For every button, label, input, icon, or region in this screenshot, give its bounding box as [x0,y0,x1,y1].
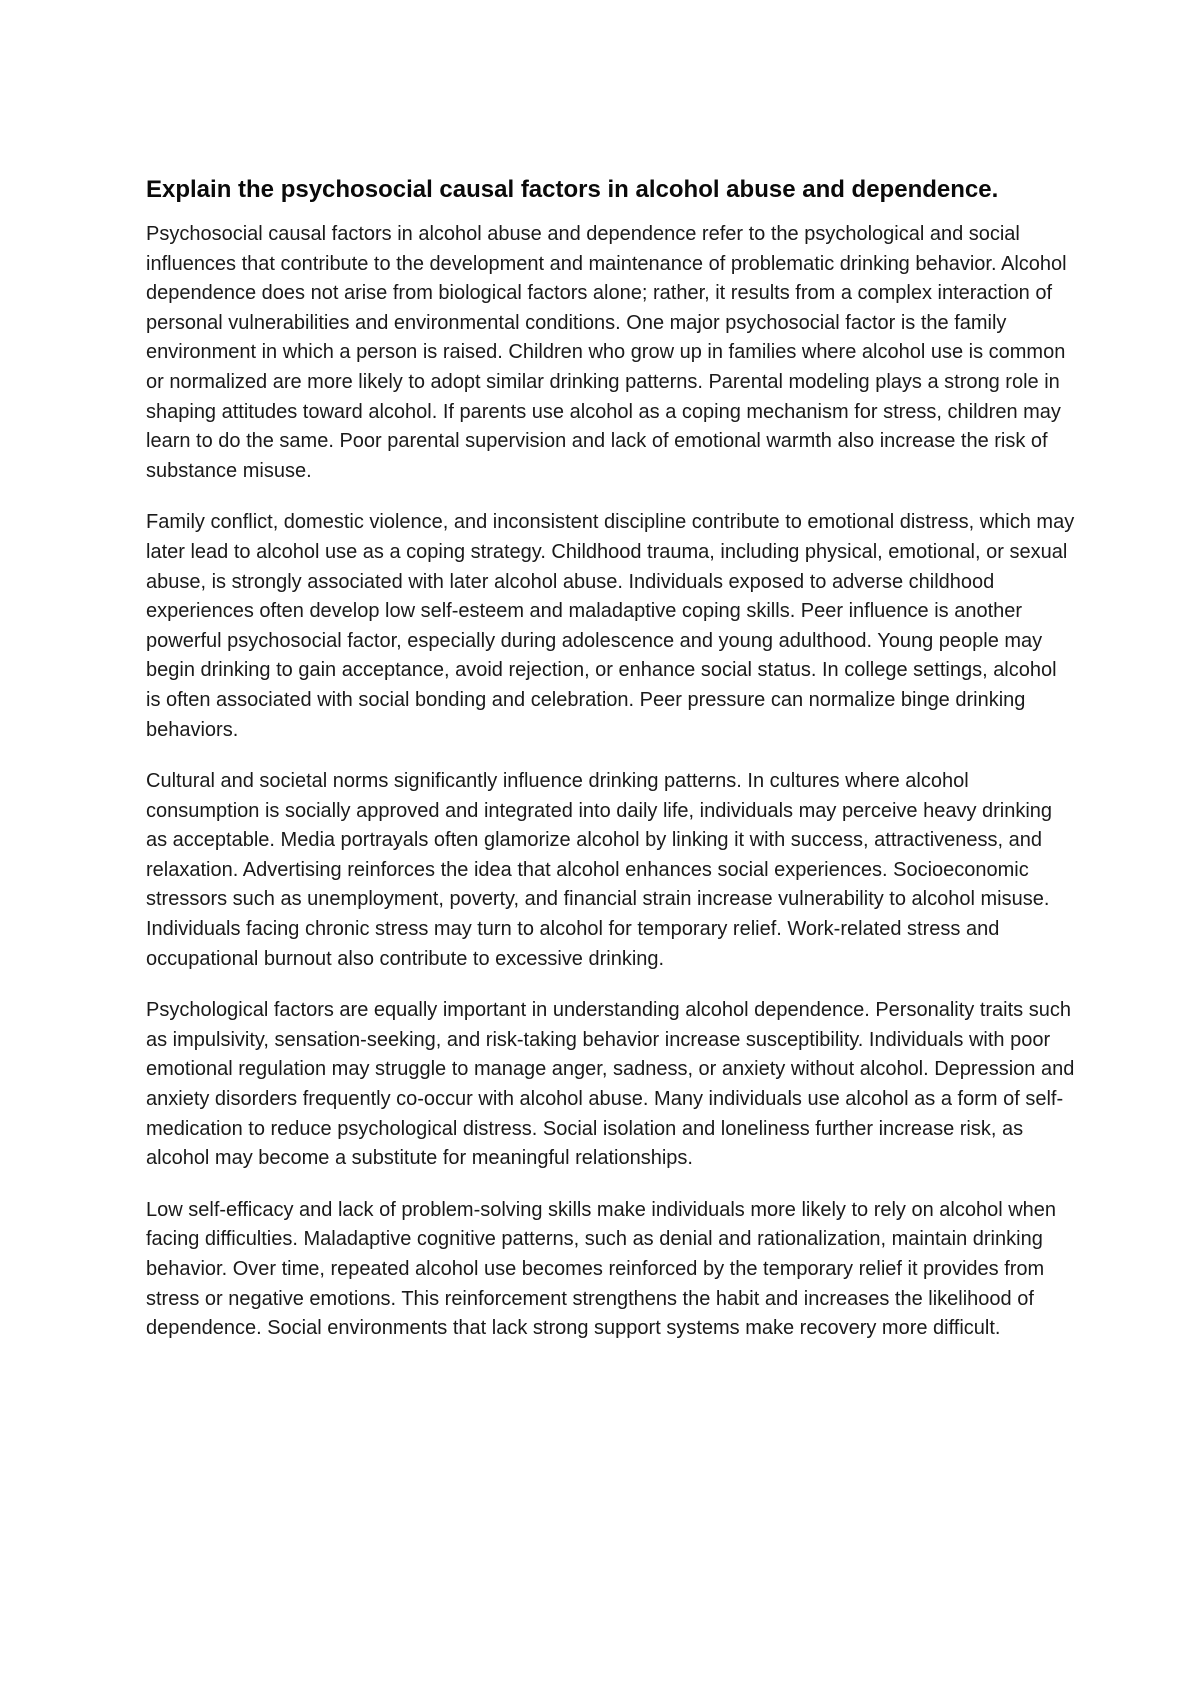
paragraph-4: Psychological factors are equally important in understanding alcohol dependence. Personality traits such as impulsivity, sensation-seeking, and risk-taking behavior increase susceptibility. Individuals with poor emotional regulation may struggle to manage anger, sadness, or anxiety without alcohol. Depression and anxiety disorders frequently co-occur with alcohol abuse. Many individuals use alcohol as a form of self-medication to reduce psychological distress. Social isolation and loneliness further increase risk, as alcohol may become a substitute for meaningful relationships. [146,999,1075,1170]
document-title: Explain the psychosocial causal factors in alcohol abuse and dependence. [146,176,999,203]
paragraph-3: Cultural and societal norms significantly influence drinking patterns. In cultures where alcohol consumption is socially approved and integrated into daily life, individuals may perceive heavy drinking as acceptable. Media portrayals often glamorize alcohol by linking it with success, attractiveness, and relaxation. Advertising reinforces the idea that alcohol enhances social experiences. Socioeconomic stressors such as unemployment, poverty, and financial strain increase vulnerability to alcohol misuse. Individuals facing chronic stress may turn to alcohol for temporary relief. Work-related stress and occupational burnout also contribute to excessive drinking. [146,770,1053,970]
paragraph-2: Family conflict, domestic violence, and inconsistent discipline contribute to emotional distress, which may later lead to alcohol use as a coping strategy. Childhood trauma, including physical, emotional, or sexual abuse, is strongly associated with later alcohol abuse. Individuals exposed to adverse childhood experiences often develop low self-esteem and maladaptive coping skills. Peer influence is another powerful psychosocial factor, especially during adolescence and young adulthood. Young people may begin drinking to gain acceptance, avoid rejection, or enhance social status. In college settings, alcohol is often associated with social bonding and celebration. Peer pressure can normalize binge drinking behaviors. [146,511,1075,741]
paragraph-1: Psychosocial causal factors in alcohol abuse and dependence refer to the psychological and social influences that contribute to the development and maintenance of problematic drinking behavior. Alcohol dependence does not arise from biological factors alone; rather, it results from a complex interaction of personal vulnerabilities and environmental conditions. One major psychosocial factor is the family environment in which a person is raised. Children who grow up in families where alcohol use is common or normalized are more likely to adopt similar drinking patterns. Parental modeling plays a strong role in shaping attitudes toward alcohol. If parents use alcohol as a coping mechanism for stress, children may learn to do the same. Poor parental supervision and lack of emotional warmth also increase the risk of substance misuse. [146,223,1067,482]
paragraph-5: Low self-efficacy and lack of problem-solving skills make individuals more likely to rely on alcohol when facing difficulties. Maladaptive cognitive patterns, such as denial and rationalization, maintain drinking behavior. Over time, repeated alcohol use becomes reinforced by the temporary relief it provides from stress or negative emotions. This reinforcement strengthens the habit and increases the likelihood of dependence. Social environments that lack strong support systems make recovery more difficult. [146,1198,1057,1340]
document-body [146,172,1076,1366]
